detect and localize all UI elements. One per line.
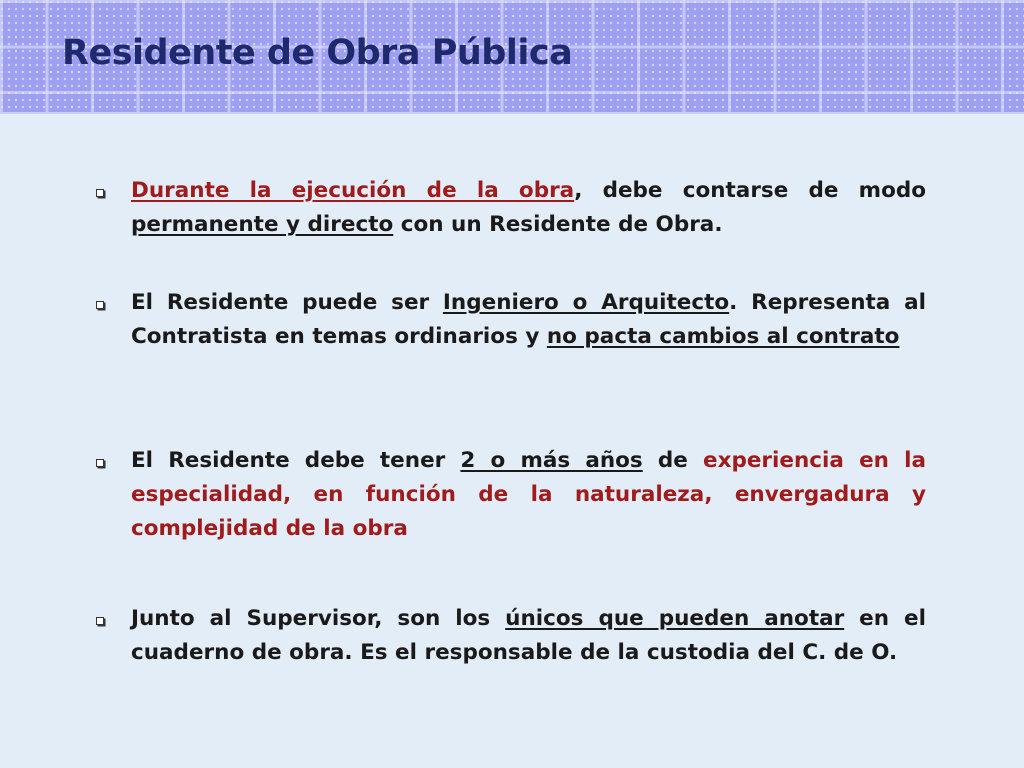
slide-title: Residente de Obra Pública bbox=[62, 33, 573, 73]
bullet-item bbox=[96, 602, 926, 670]
hollow-square-bullet-icon bbox=[96, 301, 104, 309]
bullet-segment: , debe contarse de modo bbox=[574, 178, 926, 203]
bullet-text bbox=[131, 602, 926, 670]
bullet-item bbox=[96, 174, 926, 242]
bullet-segment: Ingeniero o Arquitecto bbox=[442, 290, 730, 315]
bullet-text bbox=[131, 174, 926, 242]
bullet-segment: únicos que pueden anotar bbox=[505, 606, 845, 631]
hollow-square-bullet-icon bbox=[96, 617, 104, 625]
bullet-text bbox=[131, 286, 926, 354]
bullet-segment: en el cuaderno de obra. Es el responsable de la custodia del C. de O. bbox=[131, 606, 926, 665]
bullet-segment: experiencia en la especialidad, en función de la naturaleza, envergadura y complejidad de la obra bbox=[131, 448, 926, 541]
hollow-square-bullet-icon bbox=[96, 459, 104, 467]
bullet-segment: . Representa al Contratista en temas ordinarios y bbox=[131, 290, 926, 349]
hollow-square-bullet-icon bbox=[96, 189, 104, 197]
bullet-segment: El Residente puede ser bbox=[131, 290, 443, 315]
bullet-segment: Junto al Supervisor, son los bbox=[131, 606, 506, 631]
bullet-text bbox=[131, 444, 926, 546]
bullet-segment: Durante la ejecución de la obra bbox=[131, 178, 575, 203]
header-band bbox=[0, 0, 1024, 114]
bullet-segment: El Residente debe tener bbox=[131, 448, 461, 473]
bullet-segment: de bbox=[642, 448, 704, 473]
bullet-segment: 2 o más años bbox=[460, 448, 643, 473]
bullet-segment: no pacta cambios al contrato bbox=[546, 324, 900, 349]
bullet-segment: permanente y directo bbox=[131, 212, 394, 237]
bullet-item bbox=[96, 444, 926, 546]
bullet-segment: con un Residente de Obra. bbox=[393, 212, 723, 237]
bullet-item bbox=[96, 286, 926, 354]
